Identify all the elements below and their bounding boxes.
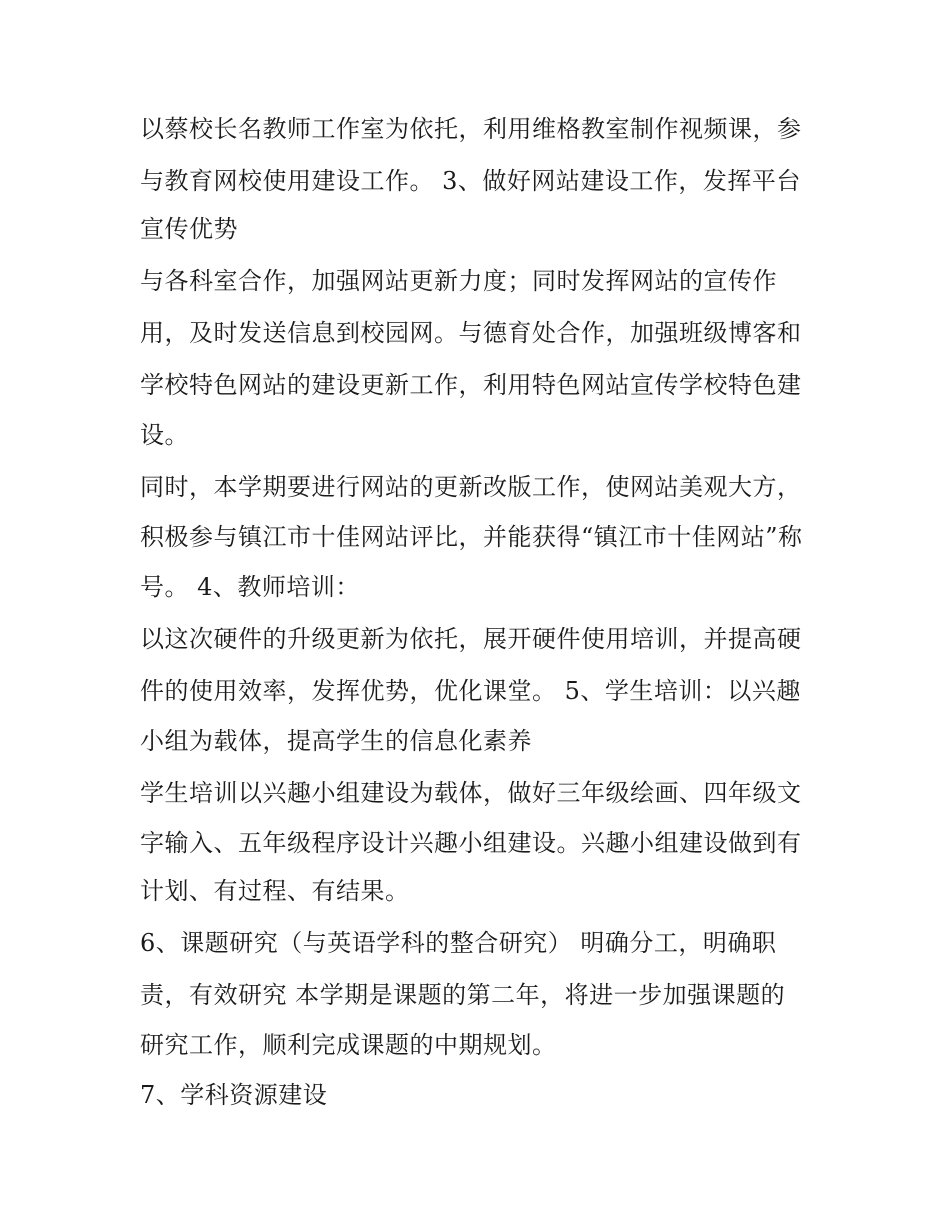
text-line: 小组为载体，提高学生的信息化素养 [140,727,532,755]
text-line: 字输入、五年级程序设计兴趣小组建设。兴趣小组建设做到有 [140,829,802,857]
text-line: 积极参与镇江市十佳网站评比，并能获得“镇江市十佳网站”称 [140,523,803,551]
text-line: 同时，本学期要进行网站的更新改版工作，使网站美观大方， [140,473,802,501]
text-line: 件的使用效率，发挥优势，优化课堂。 5、学生培训：以兴趣 [140,677,801,705]
text-line: 6、课题研究（与英语学科的整合研究） 明确分工，明确职 [140,929,777,957]
text-line: 号。 4、教师培训： [140,573,360,601]
text-line: 研究工作，顺利完成课题的中期规划。 [140,1031,557,1059]
text-line: 7、学科资源建设 [140,1081,328,1109]
text-line: 设。 [140,421,189,449]
text-line: 以蔡校长名教师工作室为依托，利用维格教室制作视频课，参 [140,115,802,143]
text-line: 宣传优势 [140,215,238,243]
text-line: 用，及时发送信息到校园网。与德育处合作，加强班级博客和 [140,319,802,347]
text-line: 学生培训以兴趣小组建设为载体，做好三年级绘画、四年级文 [140,779,802,807]
text-line: 与教育网校使用建设工作。 3、做好网站建设工作，发挥平台 [140,167,801,195]
text-line: 计划、有过程、有结果。 [140,877,410,905]
text-line: 与各科室合作，加强网站更新力度；同时发挥网站的宣传作 [140,267,777,295]
text-line: 以这次硬件的升级更新为依托，展开硬件使用培训，并提高硬 [140,625,802,653]
text-line: 学校特色网站的建设更新工作，利用特色网站宣传学校特色建 [140,371,802,399]
text-line: 责，有效研究 本学期是课题的第二年，将进一步加强课题的 [140,981,786,1009]
